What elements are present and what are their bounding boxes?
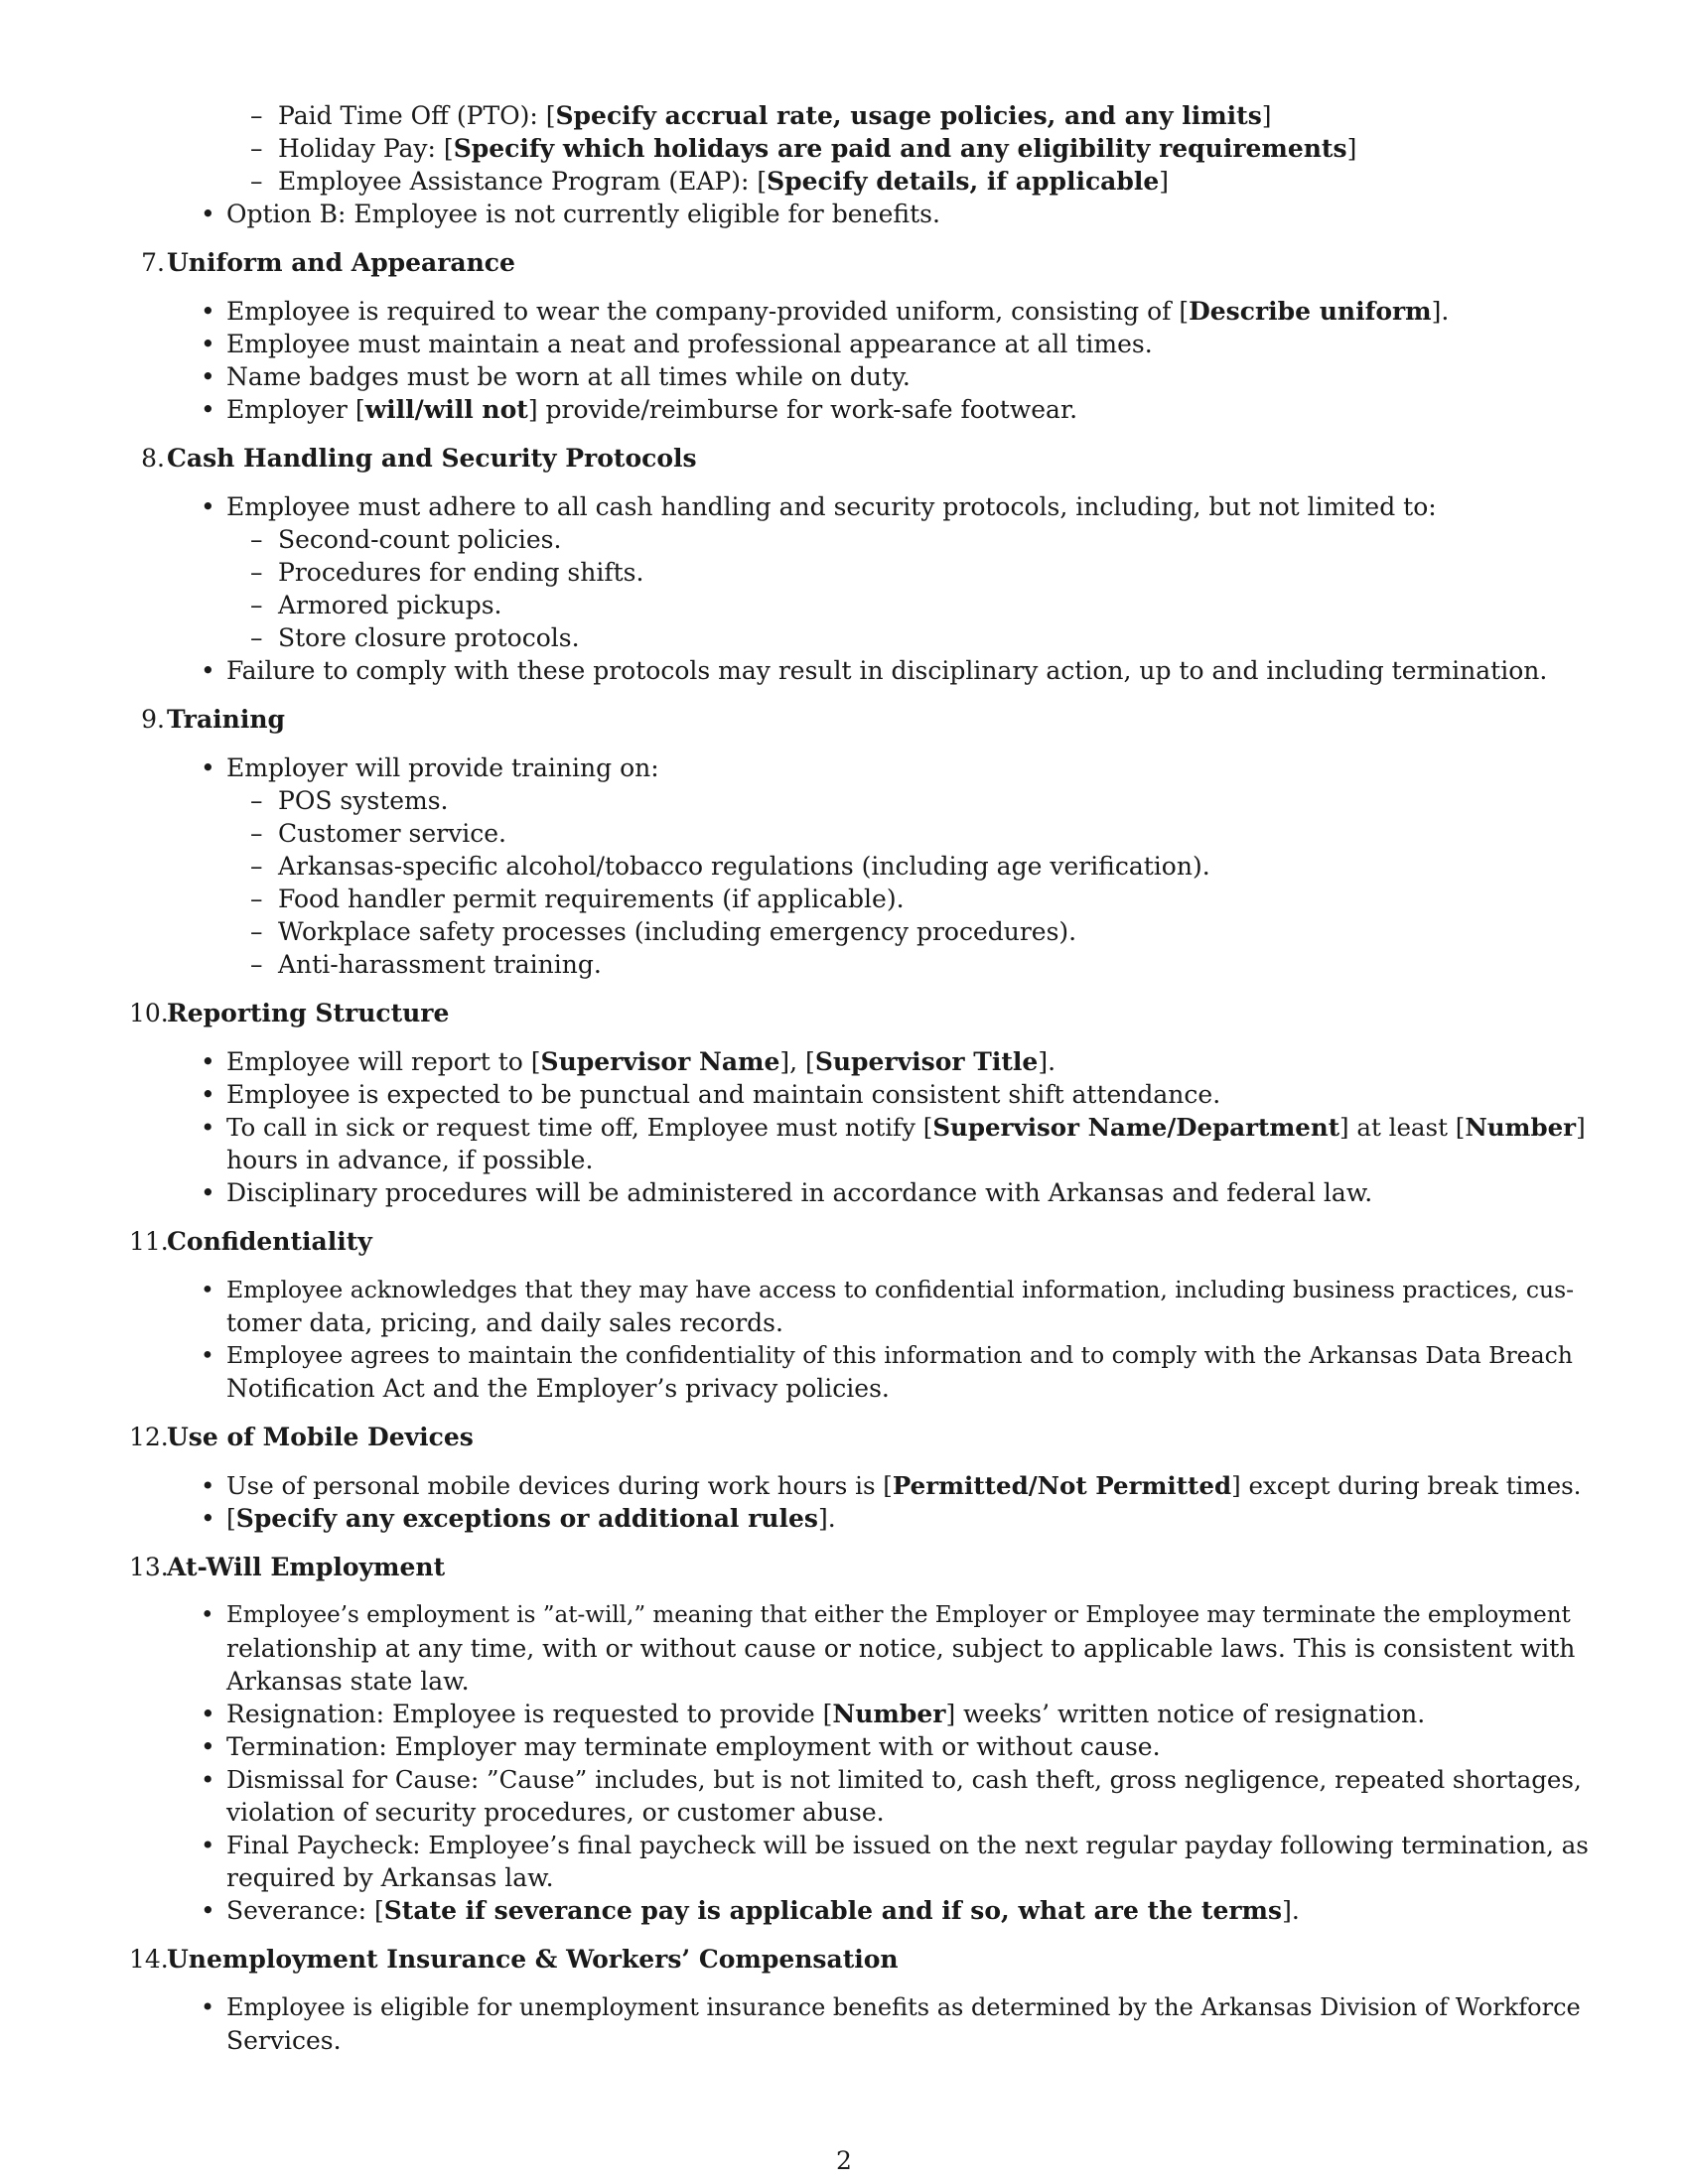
list-item-continuation: Notification Act and the Employer’s privacy policies.	[226, 1374, 890, 1403]
list-item: • Employee is required to wear the company-provided uniform, consisting of [Describe uniform].	[201, 297, 1450, 326]
dash-marker: –	[250, 819, 263, 848]
dash-marker: –	[250, 525, 263, 554]
bullet-marker: •	[201, 1896, 215, 1925]
list-item-continuation: violation of security procedures, or customer abuse.	[226, 1798, 885, 1827]
dash-marker: –	[250, 852, 263, 881]
bullet-marker: •	[201, 492, 215, 521]
bullet-marker: •	[201, 395, 215, 424]
bullet-marker: •	[201, 1993, 215, 2021]
bullet-marker: •	[201, 1178, 215, 1207]
benefit-holiday-pay: – Holiday Pay: [Specify which holidays are paid and any eligibility requirements]	[250, 134, 1357, 163]
sub-list-item: – Customer service.	[250, 819, 506, 848]
sub-list-item: – Procedures for ending shifts.	[250, 558, 644, 587]
list-item-continuation: tomer data, pricing, and daily sales records.	[226, 1308, 783, 1337]
sub-list-item: – Food handler permit requirements (if applicable).	[250, 885, 905, 913]
bullet-marker: •	[201, 1831, 215, 1859]
dash-marker: –	[250, 558, 263, 587]
bullet-marker: •	[201, 362, 215, 391]
dash-marker: –	[250, 786, 263, 815]
list-item-continuation: Arkansas state law.	[226, 1667, 470, 1696]
list-item: • Severance: [State if severance pay is applicable and if so, what are the terms].	[201, 1896, 1300, 1925]
dash-marker: –	[250, 885, 263, 913]
list-item: • Final Paycheck: Employee’s final paycheck will be issued on the next regular payday following termination, as	[201, 1831, 1589, 1859]
bullet-marker: •	[201, 330, 215, 358]
list-item: • Employee must maintain a neat and professional appearance at all times.	[201, 330, 1153, 358]
bullet-marker: •	[201, 1080, 215, 1109]
dash-marker: –	[250, 950, 263, 979]
list-item: • Employer will provide training on:	[201, 753, 659, 782]
list-item: • Employee is expected to be punctual and maintain consistent shift attendance.	[201, 1080, 1221, 1109]
list-item: • Employee acknowledges that they may have access to confidential information, including business practices, cus-	[129, 1274, 1589, 1306]
list-item-continuation: Services.	[226, 2026, 342, 2055]
benefit-pto: – Paid Time Off (PTO): [Specify accrual rate, usage policies, and any limits]	[250, 101, 1272, 130]
section-heading-unemployment: 14. Unemployment Insurance & Workers’ Compensation	[129, 1945, 899, 1974]
dash-marker: –	[250, 591, 263, 619]
sub-list-item: – Arkansas-specific alcohol/tobacco regulations (including age verification).	[250, 852, 1210, 881]
dash-marker: –	[250, 167, 263, 196]
section-heading-uniform: 7. Uniform and Appearance	[141, 248, 515, 277]
list-item: • Termination: Employer may terminate employment with or without cause.	[201, 1732, 1161, 1761]
sub-list-item: – Second-count policies.	[250, 525, 562, 554]
list-item-continuation: hours in advance, if possible.	[226, 1146, 594, 1174]
list-item: • Employee must adhere to all cash handling and security protocols, including, but not limited to:	[201, 492, 1437, 521]
dash-marker: –	[250, 917, 263, 946]
bullet-marker: •	[201, 1700, 215, 1728]
section-heading-at-will: 13. At-Will Employment	[129, 1553, 446, 1581]
dash-marker: –	[250, 101, 263, 130]
page-number: 2	[836, 2146, 852, 2175]
bullet-marker: •	[201, 200, 215, 228]
list-item: • Use of personal mobile devices during work hours is [Permitted/Not Permitted] except during break times.	[201, 1471, 1582, 1500]
bullet-marker: •	[201, 1113, 215, 1142]
bullet-marker: •	[201, 1276, 214, 1303]
benefit-option-b: • Option B: Employee is not currently eligible for benefits.	[201, 200, 940, 228]
bullet-marker: •	[201, 1602, 214, 1628]
bullet-marker: •	[201, 1732, 215, 1761]
bullet-marker: •	[201, 1765, 215, 1794]
section-heading-training: 9. Training	[141, 705, 285, 734]
list-item: • Dismissal for Cause: ”Cause” includes, but is not limited to, cash theft, gross negligence, repeated shortages,	[201, 1765, 1582, 1794]
list-item-continuation: relationship at any time, with or without cause or notice, subject to applicable laws. This is consistent with	[226, 1634, 1576, 1663]
bullet-marker: •	[201, 1341, 214, 1369]
list-item: • To call in sick or request time off, Employee must notify [Supervisor Name/Department] at least [Number]	[201, 1113, 1586, 1142]
sub-list-item: – Armored pickups.	[250, 591, 502, 619]
bullet-marker: •	[201, 1047, 215, 1076]
section-heading-cash-handling: 8. Cash Handling and Security Protocols	[141, 444, 697, 473]
bullet-marker: •	[201, 297, 215, 326]
bullet-marker: •	[201, 753, 215, 782]
list-item: • Employee will report to [Supervisor Name], [Supervisor Title].	[201, 1047, 1056, 1076]
benefit-eap: – Employee Assistance Program (EAP): [Specify details, if applicable]	[250, 167, 1170, 196]
sub-list-item: – Anti-harassment training.	[250, 950, 602, 979]
list-item: • Name badges must be worn at all times while on duty.	[201, 362, 911, 391]
dash-marker: –	[250, 623, 263, 652]
document-body	[129, 99, 1589, 2057]
list-item: • Resignation: Employee is requested to provide [Number] weeks’ written notice of resignation.	[201, 1700, 1426, 1728]
sub-list-item: – Store closure protocols.	[250, 623, 580, 652]
section-heading-reporting: 10. Reporting Structure	[129, 999, 450, 1027]
section-heading-mobile-devices: 12. Use of Mobile Devices	[129, 1423, 474, 1451]
list-item: • Disciplinary procedures will be administered in accordance with Arkansas and federal law.	[201, 1178, 1373, 1207]
list-item: • Failure to comply with these protocols may result in disciplinary action, up to and including termination.	[201, 656, 1548, 685]
sub-list-item: – Workplace safety processes (including emergency procedures).	[250, 917, 1077, 946]
bullet-marker: •	[201, 656, 215, 685]
list-item: • Employee agrees to maintain the confidentiality of this information and to comply with the Arkansas Data Breach	[129, 1339, 1589, 1372]
list-item: • [Specify any exceptions or additional rules].	[201, 1504, 836, 1533]
dash-marker: –	[250, 134, 263, 163]
sub-list-item: – POS systems.	[250, 786, 449, 815]
list-item: • Employee’s employment is ”at-will,” meaning that either the Employer or Employee may terminate the employment	[129, 1599, 1589, 1632]
section-heading-confidentiality: 11. Confidentiality	[129, 1227, 372, 1256]
bullet-marker: •	[201, 1504, 215, 1533]
list-item-continuation: required by Arkansas law.	[226, 1863, 554, 1892]
list-item: • Employer [will/will not] provide/reimburse for work-safe footwear.	[201, 395, 1078, 424]
bullet-marker: •	[201, 1471, 215, 1500]
list-item: • Employee is eligible for unemployment insurance benefits as determined by the Arkansas Division of Workforce	[129, 1991, 1589, 2024]
